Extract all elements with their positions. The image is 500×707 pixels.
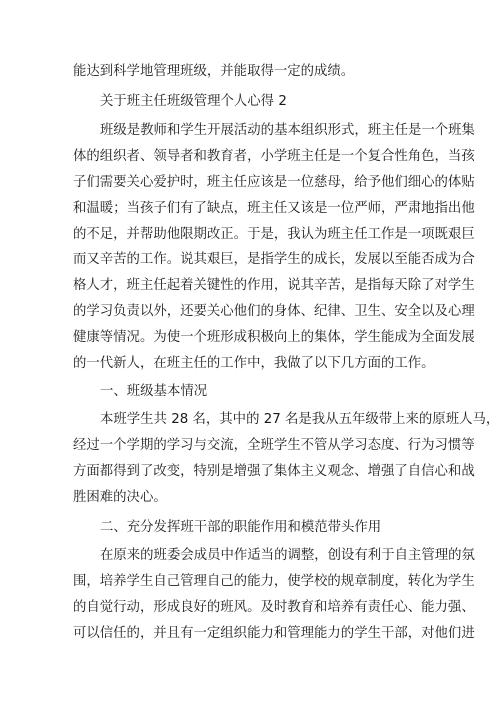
text-line: 的一代新人，在班主任的工作中，我做了以下几方面的工作。: [73, 356, 435, 371]
text-line: 子们需要关心爱护时，班主任应该是一位慈母，给予他们细心的体贴: [73, 175, 475, 190]
text-line: 可以信任的，并且有一定组织能力和管理能力的学生干部，对他们进: [73, 626, 475, 641]
text-line: 胜困难的决心。: [73, 490, 167, 505]
text-line: 格人才，班主任起着关键性的作用，说其辛苦，是指每天除了对学生: [73, 278, 475, 293]
text-line: 体的组织者、领导者和教育者，小学班主任是一个复合性角色，当孩: [73, 149, 475, 164]
text-line: 能达到科学地管理班级，并能取得一定的成绩。: [73, 64, 355, 79]
text-line: 在原来的班委会成员中作适当的调整，创设有利于自主管理的氛: [100, 548, 475, 563]
text-line: 而又辛苦的工作。说其艰巨，是指学生的成长，发展以至能否成为合: [73, 252, 475, 267]
text-line: 和温暖；当孩子们有了缺点，班主任又该是一位严师，严肃地指出他: [73, 201, 475, 216]
text-line: 健康等情况。为使一个班形成积极向上的集体，学生能成为全面发展: [73, 330, 475, 345]
text-line: 班级是教师和学生开展活动的基本组织形式，班主任是一个班集: [100, 123, 475, 138]
text-line: 围，培养学生自己管理自己的能力，使学校的规章制度，转化为学生: [73, 574, 475, 589]
section-heading: 一、班级基本情况: [100, 384, 208, 399]
text-line: 的不足，并帮助他限期改正。于是，我认为班主任工作是一项既艰巨: [73, 227, 475, 242]
section-heading: 二、充分发挥班干部的职能作用和模范带头作用: [100, 520, 382, 535]
text-line: 的学习负责以外，还要关心他们的身体、纪律、卫生、安全以及心理: [73, 304, 475, 319]
text-line: 经过一个学期的学习与交流，全班学生不管从学习态度、行为习惯等: [73, 438, 475, 453]
text-line: 的自觉行动，形成良好的班风。及时教育和培养有责任心、能力强、: [73, 600, 475, 615]
section-title: 关于班主任班级管理个人心得 2: [100, 94, 287, 109]
text-line: 方面都得到了改变，特别是增强了集体主义观念、增强了自信心和战: [73, 464, 475, 479]
text-line: 本班学生共 28 名，其中的 27 名是我从五年级带上来的原班人马，: [100, 412, 500, 427]
